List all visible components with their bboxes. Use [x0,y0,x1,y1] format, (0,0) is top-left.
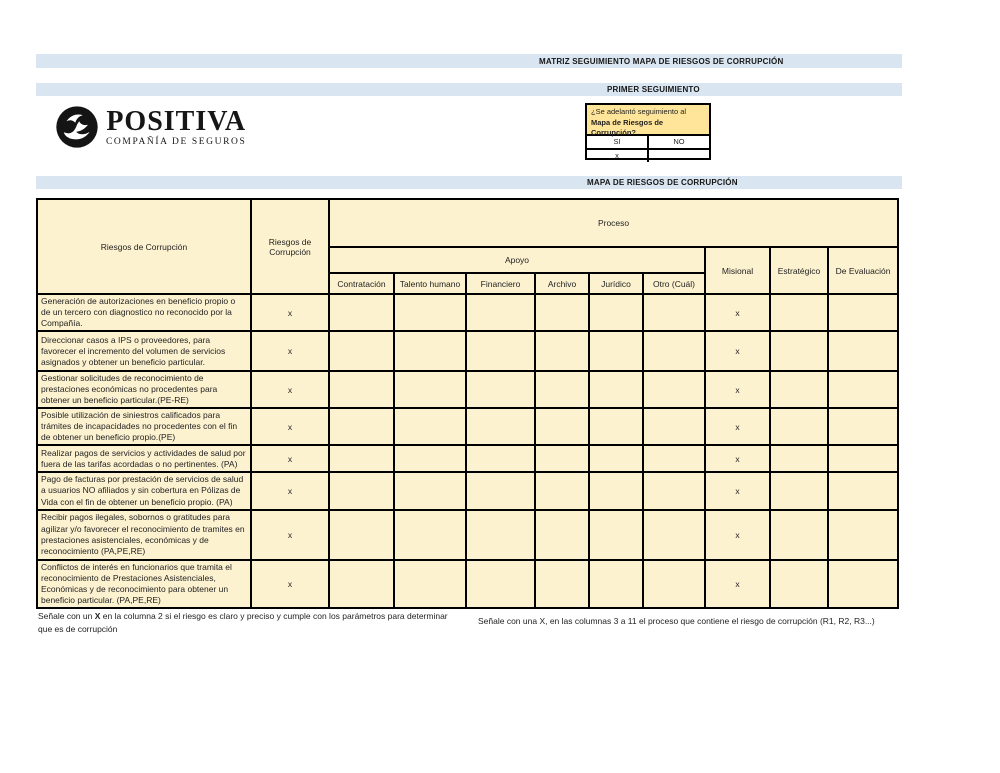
col-header-riesgos-1: Riesgos de Corrupción [37,199,251,294]
question-prefix: ¿Se adelantó seguimiento al [591,107,687,116]
mark-cell[interactable] [466,408,535,445]
mark-cell[interactable] [770,510,828,560]
mark-cell[interactable] [643,331,705,371]
risk-description-cell[interactable]: Conflictos de interés en funcionarios que tramita el reconocimiento de Prestaciones Asistenciales, Económicas y de reconocimiento para obtener un beneficio particular. (PA,PE,RE) [37,560,251,608]
mark-cell[interactable]: x [705,560,770,608]
mark-cell[interactable] [394,294,466,331]
question-options-row [587,134,709,148]
footnote-column2-line2: que es de corrupción [38,624,118,635]
risk-description-cell[interactable]: Gestionar solicitudes de reconocimiento de prestaciones económicas no procedentes para obtener un beneficio particular.(PE-RE) [37,371,251,408]
col-header-estrategico: Estratégico [770,247,828,294]
col-header-apoyo: Apoyo [329,247,705,273]
mark-cell[interactable] [329,560,394,608]
mark-cell[interactable] [466,445,535,472]
mark-cell[interactable] [589,408,643,445]
table-row [37,408,898,445]
mark-cell[interactable] [394,331,466,371]
col-header-riesgos-2: Riesgos de Corrupción [251,199,329,294]
mark-cell[interactable] [643,371,705,408]
mark-cell[interactable]: x [705,371,770,408]
col-header-archivo: Archivo [535,273,589,294]
mark-cell[interactable] [466,510,535,560]
mark-cell[interactable] [535,445,589,472]
mark-cell[interactable] [770,371,828,408]
col-header-financiero: Financiero [466,273,535,294]
mark-cell[interactable] [589,510,643,560]
mark-cell[interactable] [770,294,828,331]
positiva-bird-emblem-icon [55,105,99,149]
mark-cell[interactable] [770,445,828,472]
mark-cell[interactable] [535,331,589,371]
section-bar [36,176,902,189]
mark-cell[interactable]: x [705,445,770,472]
risk-description-cell[interactable]: Realizar pagos de servicios y actividades de salud por fuera de las tarifas acordadas o no pertinentes. (PA) [37,445,251,472]
mark-cell[interactable] [828,331,898,371]
mark-cell[interactable] [466,371,535,408]
mark-cell[interactable] [828,294,898,331]
col-header-juridico: Jurídico [589,273,643,294]
mark-cell[interactable]: x [251,408,329,445]
mark-cell[interactable] [589,331,643,371]
mark-cell[interactable] [589,472,643,509]
company-logo [55,105,246,149]
mark-cell[interactable] [828,560,898,608]
mark-cell[interactable] [828,371,898,408]
mark-cell[interactable]: x [705,472,770,509]
mark-cell[interactable] [643,294,705,331]
risk-matrix-table [36,198,899,609]
col-header-otro-cual: Otro (Cuál) [643,273,705,294]
footnote-left-rest: en la columna 2 si el riesgo es claro y preciso y cumple con los parámetros para determinar [100,611,448,621]
mark-cell[interactable] [589,560,643,608]
mark-cell[interactable] [535,472,589,509]
mark-cell[interactable] [643,408,705,445]
mark-cell[interactable] [329,331,394,371]
table-row [37,445,898,472]
col-header-contratacion: Contratación [329,273,394,294]
mark-cell[interactable] [828,472,898,509]
mark-cell[interactable] [394,371,466,408]
table-row [37,560,898,608]
mark-cell[interactable] [329,408,394,445]
table-row [37,472,898,509]
mark-cell[interactable] [643,560,705,608]
footnote-column2-line1 [38,610,448,623]
mark-cell[interactable] [535,408,589,445]
mark-cell[interactable] [828,445,898,472]
risk-description-cell[interactable]: Generación de autorizaciones en beneficio propio o de un tercero con diagnostico no reconocido por la Compañía. [37,294,251,331]
mark-cell[interactable] [329,445,394,472]
mark-cell[interactable] [394,445,466,472]
mark-cell[interactable] [394,472,466,509]
mark-cell[interactable] [643,510,705,560]
answer-si-cell[interactable]: x [615,151,619,161]
mark-cell[interactable] [643,472,705,509]
mark-cell[interactable]: x [705,510,770,560]
subtitle-bar [36,83,902,96]
section-bar-label: MAPA DE RIESGOS DE CORRUPCIÓN [587,178,738,187]
mark-cell[interactable] [589,294,643,331]
mark-cell[interactable]: x [251,560,329,608]
col-header-misional: Misional [705,247,770,294]
table-row [37,294,898,331]
mark-cell[interactable]: x [705,408,770,445]
option-si-label: SI [613,137,621,147]
question-text [587,105,709,137]
risk-rows [37,294,898,608]
mark-cell[interactable] [535,510,589,560]
title-bar-label: MATRIZ SEGUIMIENTO MAPA DE RIESGOS DE CORRUPCIÓN [539,56,784,66]
footnote-process: Señale con una X, en las columnas 3 a 11 el proceso que contiene el riesgo de corrupción (R1, R2, R3...) [478,616,875,626]
logo-name: POSITIVA [106,105,247,137]
option-no-label: NO [647,136,709,148]
mark-cell[interactable] [770,472,828,509]
mark-cell[interactable] [828,510,898,560]
mark-cell[interactable] [394,560,466,608]
col-header-proceso: Proceso [329,199,898,247]
mark-cell[interactable]: x [251,510,329,560]
mark-cell[interactable] [329,510,394,560]
mark-cell[interactable]: x [705,294,770,331]
mark-cell[interactable] [466,331,535,371]
mark-cell[interactable] [329,472,394,509]
question-bold: Mapa de Riesgos de Corrupción? [591,117,664,137]
risk-description-cell[interactable]: Direccionar casos a IPS o proveedores, para favorecer el incremento del volumen de servicios asignados y obtener un beneficio particular. [37,331,251,371]
mark-cell[interactable] [329,294,394,331]
logo-text [106,105,247,147]
followup-question-box [585,103,711,160]
logo-tagline: COMPAÑÍA DE SEGUROS [106,136,247,147]
mark-cell[interactable] [394,408,466,445]
mark-cell[interactable] [535,560,589,608]
risk-description-cell[interactable]: Posible utilización de siniestros calificados para trámites de incapacidades no procedentes con el fin de obtener un beneficio propio.(PE) [37,408,251,445]
mark-cell[interactable] [828,408,898,445]
table-row [37,331,898,371]
mark-cell[interactable] [466,560,535,608]
mark-cell[interactable] [535,371,589,408]
mark-cell[interactable]: x [251,331,329,371]
mark-cell[interactable]: x [251,294,329,331]
mark-cell[interactable] [329,371,394,408]
risk-description-cell[interactable]: Pago de facturas por prestación de servicios de salud a usuarios NO afiliados y sin cobertura en Pólizas de Vida con el fin de obtener un beneficio propio. (PA) [37,472,251,509]
table-row [37,371,898,408]
mark-cell[interactable] [770,560,828,608]
footnote-left-pre: Señale con un [38,611,95,621]
mark-cell[interactable] [466,294,535,331]
footnote-left-bold: X [94,611,101,621]
mark-cell[interactable] [589,445,643,472]
mark-cell[interactable]: x [251,472,329,509]
mark-cell[interactable]: x [705,331,770,371]
footnote-column2 [38,610,448,636]
risk-description-cell[interactable]: Recibir pagos ilegales, sobornos o gratitudes para agilizar y/o favorecer el reconocimiento de tramites en prestaciones asistenciales, económicas y de reconocimiento (PA,PE,RE) [37,510,251,560]
mark-cell[interactable]: x [251,371,329,408]
mark-cell[interactable] [535,294,589,331]
col-header-de-evaluacion: De Evaluación [828,247,898,294]
answer-no-cell[interactable] [647,150,709,162]
mark-cell[interactable] [770,408,828,445]
title-bar [36,54,902,68]
mark-cell[interactable] [770,331,828,371]
question-answers-row [587,148,709,162]
mark-cell[interactable] [394,510,466,560]
table-row [37,510,898,560]
mark-cell[interactable] [643,445,705,472]
subtitle-bar-label: PRIMER SEGUIMIENTO [607,85,700,94]
mark-cell[interactable] [589,371,643,408]
mark-cell[interactable] [466,472,535,509]
mark-cell[interactable]: x [251,445,329,472]
col-header-talento-humano: Talento humano [394,273,466,294]
